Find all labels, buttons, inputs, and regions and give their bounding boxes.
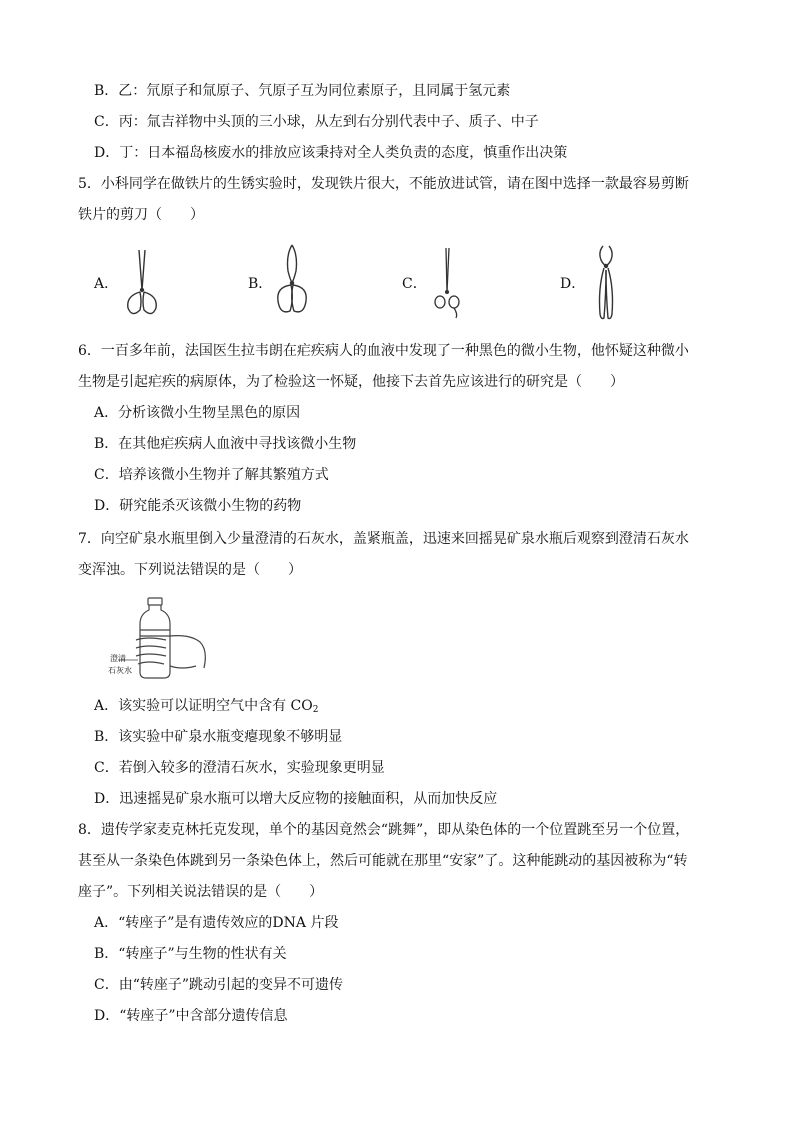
q7-option-a-subscript: 2 xyxy=(312,705,319,715)
q7-stem-line2: 变浑浊。下列说法错误的是（ ） xyxy=(78,562,302,578)
q5-option-c-label: C． xyxy=(402,276,427,292)
q8-option-b: B．“转座子”与生物的性状有关 xyxy=(94,946,287,962)
q5-stem-line1: 5．小科同学在做铁片的生锈实验时，发现铁片很大，不能放进试管，请在图中选择一款最容易剪断 xyxy=(78,176,689,192)
q4-option-b: B．乙：氘原子和氚原子、氕原子互为同位素原子，且同属于氢元素 xyxy=(94,83,511,99)
q4-option-d: D．丁：日本福岛核废水的排放应该秉持对全人类负责的态度，慎重作出决策 xyxy=(94,145,568,161)
q7-option-b: B．该实验中矿泉水瓶变瘪现象不够明显 xyxy=(94,729,343,745)
q7-fig-label-1: 澄清 xyxy=(110,654,126,663)
q4-option-c: C．丙：氚吉祥物中头顶的三小球，从左到右分别代表中子、质子、中子 xyxy=(94,114,539,130)
q7-option-a xyxy=(94,696,318,720)
scissors-a-icon xyxy=(120,248,164,320)
q6-stem-line2: 生物是引起疟疾的病原体，为了检验这一怀疑，他接下去首先应该进行的研究是（ ） xyxy=(78,374,624,390)
q5-option-b-label: B． xyxy=(248,276,273,292)
q7-stem-line1: 7．向空矿泉水瓶里倒入少量澄清的石灰水，盖紧瓶盖，迅速来回摇晃矿泉水瓶后观察到澄清石灰水 xyxy=(78,531,689,547)
q8-stem-line3: 座子”。下列相关说法错误的是（ ） xyxy=(78,884,324,900)
scissors-c-icon xyxy=(430,246,464,320)
q7-option-d: D．迅速摇晃矿泉水瓶可以增大反应物的接触面积，从而加快反应 xyxy=(94,791,498,807)
q6-option-c: C．培养该微小生物并了解其繁殖方式 xyxy=(94,467,329,483)
scissors-b-icon xyxy=(272,243,312,319)
q8-option-d: D．“转座子”中含部分遗传信息 xyxy=(94,1008,288,1024)
q8-stem-line2: 甚至从一条染色体跳到另一条染色体上，然后可能就在那里“安家”了。这种能跳动的基因被称为“转 xyxy=(78,853,688,869)
q7-fig-label-2: 石灰水 xyxy=(108,666,132,675)
q6-option-b: B．在其他疟疾病人血液中寻找该微小生物 xyxy=(94,436,357,452)
q8-option-a: A．“转座子”是有遗传效应的DNA 片段 xyxy=(94,915,339,931)
q7-option-a-text: A．该实验可以证明空气中含有 CO xyxy=(94,698,313,714)
q6-option-d: D．研究能杀灭该微小生物的药物 xyxy=(94,498,302,514)
q5-stem-line2: 铁片的剪刀（ ） xyxy=(78,207,204,223)
q6-stem-line1: 6．一百多年前，法国医生拉韦朗在疟疾病人的血液中发现了一种黑色的微小生物，他怀疑这种微小 xyxy=(78,343,689,359)
q8-option-c: C．由“转座子”跳动引起的变异不可遗传 xyxy=(94,977,344,993)
scissors-d-icon xyxy=(588,244,624,322)
q7-option-c: C．若倒入较多的澄清石灰水，实验现象更明显 xyxy=(94,760,385,776)
q5-option-a-label: A． xyxy=(94,276,119,292)
q6-option-a: A．分析该微小生物呈黑色的原因 xyxy=(94,405,301,421)
q5-option-d-label: D． xyxy=(560,276,586,292)
q8-stem-line1: 8．遗传学家麦克林托克发现，单个的基因竟然会“跳舞”，即从染色体的一个位置跳至另一个位置， xyxy=(78,822,690,838)
